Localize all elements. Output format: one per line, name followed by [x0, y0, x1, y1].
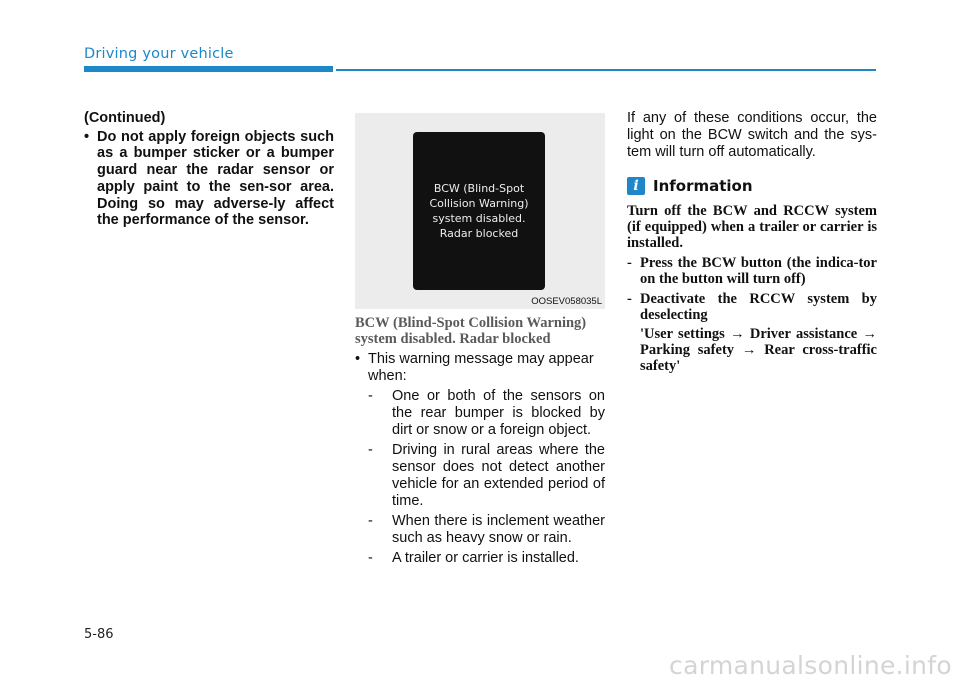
watermark: carmanualsonline.info [669, 651, 952, 680]
step-item [627, 255, 877, 287]
figure-code: OOSEV058035L [531, 296, 602, 307]
condition-item [368, 388, 605, 439]
condition-item [368, 513, 605, 547]
dash-marker: - [368, 442, 373, 458]
display-line: BCW (Blind-Spot [433, 182, 525, 195]
middle-column [355, 315, 605, 567]
warning-figure [355, 113, 605, 309]
condition-text: A trailer or carrier is installed. [392, 550, 579, 566]
display-line: Collision Warning) [429, 197, 529, 210]
dash-marker: - [368, 513, 373, 529]
warning-heading: BCW (Blind-Spot Collision Warning) system disabled. Radar blocked [355, 315, 587, 347]
left-column [84, 110, 334, 229]
page-number: 5-86 [84, 627, 114, 642]
information-body: Turn off the BCW and RCCW system (if equipped) when a trailer or carrier is installed. [627, 203, 877, 251]
step-text: Press the BCW button (the indica-tor on the button will turn off) [640, 255, 877, 287]
condition-item [368, 442, 605, 510]
continued-label: (Continued) [84, 110, 166, 126]
cluster-display [413, 132, 545, 290]
bullet-text: Do not apply foreign objects such as a bumper sticker or a bumper guard near the radar sensor or apply paint to the sen-sor area. Doing so may adverse-ly affect the performance of the sensor. [97, 128, 334, 229]
step-text: Deactivate the RCCW system by deselecting [640, 291, 877, 323]
condition-item [368, 550, 605, 567]
right-column [627, 110, 877, 378]
bullet-text: This warning message may appear when: [368, 351, 594, 384]
dash-marker: - [627, 255, 632, 271]
section-title: Driving your vehicle [84, 46, 234, 62]
dash-marker: - [368, 550, 373, 566]
bullet-dot: • [355, 351, 361, 367]
information-header [627, 177, 877, 195]
condition-text: When there is inclement weather such as heavy snow or rain. [392, 513, 605, 546]
intro-text: If any of these conditions occur, the light on the BCW switch and the sys-tem will turn off automatically. [627, 110, 877, 160]
dash-marker: - [368, 388, 373, 404]
settings-path: 'User settings → Driver assistance → Parking safety → Rear cross-traffic safety' [640, 326, 877, 374]
header-rule-thin [336, 69, 876, 71]
condition-text: One or both of the sensors on the rear bumper is blocked by dirt or snow or a foreign object. [392, 388, 605, 438]
step-item [627, 291, 877, 374]
header-rule-thick [84, 66, 333, 72]
dash-marker: - [627, 291, 632, 307]
bullet-item [355, 351, 605, 385]
display-line: Radar blocked [439, 227, 519, 240]
information-title: Information [653, 177, 753, 195]
condition-text: Driving in rural areas where the sensor does not detect another vehicle for an extended period of time. [392, 442, 605, 509]
bullet-item [84, 129, 334, 229]
display-line: system disabled. [432, 212, 526, 225]
info-icon: i [627, 177, 645, 195]
bullet-dot: • [84, 128, 90, 145]
